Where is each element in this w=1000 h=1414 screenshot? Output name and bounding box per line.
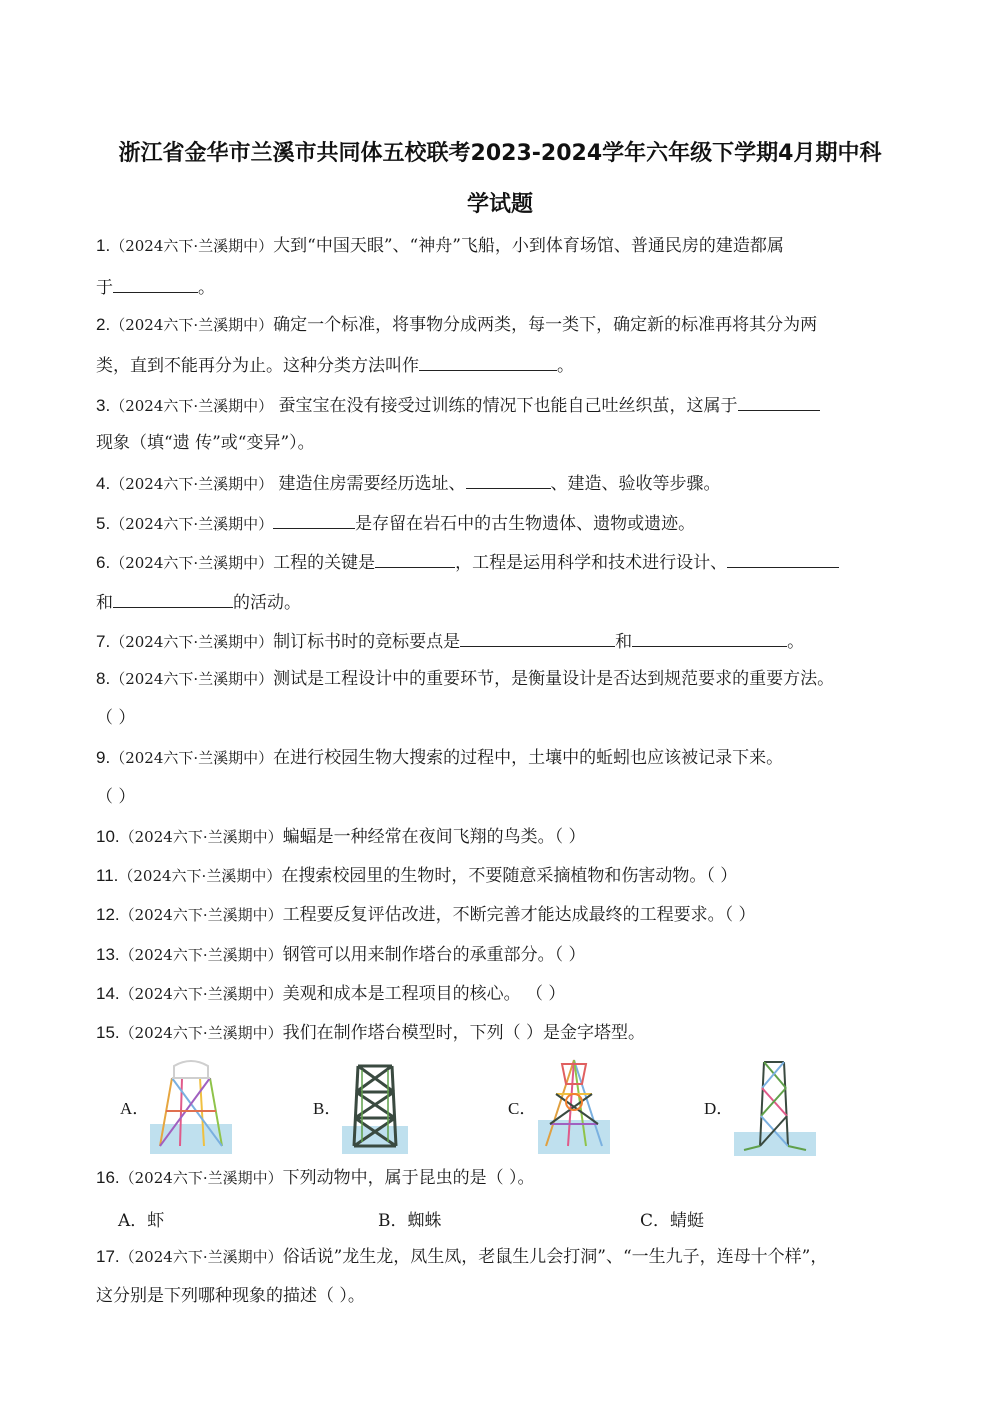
- question-number: 13.: [96, 945, 120, 964]
- question-text: 。: [787, 632, 805, 652]
- question-source: （2024六下·兰溪期中）: [110, 515, 274, 533]
- question-14: [96, 982, 940, 1006]
- question-number: 3.: [96, 396, 111, 415]
- answer-blank[interactable]: [738, 392, 820, 411]
- question-text: 在搜索校园里的生物时，不要随意采摘植物和伤害动物。（ ）: [281, 866, 738, 886]
- question-text: ，工程是运用科学和技术进行设计、: [455, 553, 728, 573]
- question-text: 和: [615, 632, 633, 652]
- question-text: 于: [96, 278, 113, 298]
- question-text: 。: [198, 278, 215, 298]
- question-17: [96, 1245, 940, 1269]
- question-text: 大到“中国天眼”、“神舟”飞船，小到体育场馆、普通民房的建造都属: [273, 236, 784, 256]
- question-text: 制订标书时的竞标要点是: [273, 632, 461, 652]
- question-text: 的活动。: [233, 593, 301, 613]
- option-c-label[interactable]: C．: [508, 1099, 537, 1118]
- answer-blank[interactable]: [727, 549, 839, 568]
- question-4: [96, 470, 940, 496]
- answer-blank[interactable]: [460, 628, 615, 647]
- option-a-label[interactable]: A．: [120, 1099, 150, 1118]
- question-number: 2.: [96, 315, 111, 334]
- question-13: [96, 943, 940, 967]
- tower-model-icon: [150, 1056, 232, 1154]
- answer-blank[interactable]: [466, 470, 551, 489]
- question-source: （2024六下·兰溪期中）: [110, 237, 274, 255]
- answer-paren[interactable]: （ ）: [96, 787, 136, 807]
- question-6: [96, 549, 940, 575]
- question-number: 5.: [96, 514, 111, 533]
- question-5: [96, 510, 940, 536]
- question-number: 17.: [96, 1247, 120, 1266]
- question-15: [96, 1021, 940, 1045]
- question-number: 12.: [96, 905, 120, 924]
- question-source: （2024六下·兰溪期中）: [119, 906, 283, 924]
- question-8-cont: [96, 706, 940, 730]
- page-title: 浙江省金华市兰溪市共同体五校联考2023-2024学年六年级下学期4月期中科: [118, 141, 882, 166]
- tower-model-icon: [538, 1054, 610, 1154]
- question-text: 钢管可以用来制作塔台的承重部分。（ ）: [282, 945, 586, 965]
- question-11: [96, 864, 940, 888]
- question-text: 现象（填“遗 传”或“变异”）。: [96, 433, 315, 453]
- answer-blank[interactable]: [273, 510, 355, 529]
- question-text: 确定一个标准，将事物分成两类，每一类下，确定新的标准再将其分为两: [273, 315, 818, 335]
- question-6-cont: [96, 589, 940, 615]
- question-text: 在进行校园生物大搜索的过程中，土壤中的蚯蚓也应该被记录下来。: [273, 748, 784, 768]
- answer-blank[interactable]: [113, 589, 233, 608]
- question-text: 是存留在岩石中的古生物遗体、遗物或遗迹。: [355, 514, 696, 534]
- question-number: 11.: [96, 866, 119, 885]
- tower-model-icon: [342, 1060, 408, 1154]
- question-number: 7.: [96, 632, 111, 651]
- question-1: [96, 234, 940, 258]
- answer-blank[interactable]: [632, 628, 787, 647]
- question-source: （2024六下·兰溪期中）: [119, 985, 283, 1003]
- question-source: （2024六下·兰溪期中）: [119, 1248, 283, 1266]
- option-d-label[interactable]: D．: [704, 1099, 734, 1118]
- question-number: 9.: [96, 748, 111, 767]
- question-number: 16.: [96, 1168, 120, 1187]
- question-number: 15.: [96, 1023, 120, 1042]
- question-source: （2024六下·兰溪期中）: [110, 633, 274, 651]
- question-source: （2024六下·兰溪期中）: [110, 749, 274, 767]
- question-text: 测试是工程设计中的重要环节，是衡量设计是否达到规范要求的重要方法。: [273, 669, 835, 689]
- question-source: （2024六下·兰溪期中）: [110, 397, 274, 415]
- page-title-cont: 学试题: [466, 192, 533, 217]
- question-1-cont: [96, 274, 940, 300]
- question-text: 类，直到不能再分为止。这种分类方法叫作: [96, 356, 419, 376]
- question-source: （2024六下·兰溪期中）: [110, 316, 274, 334]
- question-7: [96, 628, 940, 654]
- option-b[interactable]: B．蜘蛛: [378, 1211, 442, 1231]
- question-number: 4.: [96, 474, 111, 493]
- question-number: 1.: [96, 236, 111, 255]
- question-text: 和: [96, 593, 113, 613]
- question-12: [96, 903, 940, 927]
- question-2: [96, 313, 940, 337]
- answer-blank[interactable]: [113, 274, 198, 293]
- question-text: 蝙蝠是一种经常在夜间飞翔的鸟类。（ ）: [282, 827, 586, 847]
- question-2-cont: [96, 352, 940, 378]
- question-3: [96, 392, 940, 418]
- question-text: 下列动物中，属于昆虫的是（ ）。: [282, 1168, 535, 1188]
- question-source: （2024六下·兰溪期中）: [119, 1024, 283, 1042]
- answer-blank[interactable]: [375, 549, 455, 568]
- question-text: 美观和成本是工程项目的核心。 （ ）: [282, 984, 566, 1004]
- question-10: [96, 825, 940, 849]
- question-text: 我们在制作塔台模型时，下列（ ）是金字塔型。: [282, 1023, 645, 1043]
- question-text: 。: [557, 356, 574, 376]
- question-9-cont: [96, 785, 940, 809]
- question-8: [96, 667, 940, 691]
- question-text: 、建造、验收等步骤。: [550, 474, 721, 494]
- question-9: [96, 746, 940, 770]
- question-source: （2024六下·兰溪期中）: [119, 946, 283, 964]
- question-text: 蚕宝宝在没有接受过训练的情况下也能自己吐丝织茧，这属于: [273, 396, 738, 416]
- answer-blank[interactable]: [419, 352, 557, 371]
- question-17-cont: [96, 1284, 940, 1308]
- question-text: 工程的关键是: [273, 553, 376, 573]
- question-text: 工程要反复评估改进，不断完善才能达成最终的工程要求。（ ）: [282, 905, 756, 925]
- question-source: （2024六下·兰溪期中）: [110, 475, 274, 493]
- answer-paren[interactable]: （ ）: [96, 708, 136, 728]
- option-c[interactable]: C．蜻蜓: [640, 1211, 705, 1231]
- question-text: 这分别是下列哪种现象的描述（ ）。: [96, 1286, 365, 1306]
- question-number: 6.: [96, 553, 111, 572]
- question-number: 14.: [96, 984, 120, 1003]
- option-a[interactable]: A．虾: [118, 1211, 165, 1231]
- question-text: 俗话说”龙生龙，凤生凤，老鼠生儿会打洞”、“一生九子，连母十个样”，: [282, 1247, 828, 1267]
- question-source: （2024六下·兰溪期中）: [110, 554, 274, 572]
- question-3-cont: [96, 431, 940, 455]
- option-b-label[interactable]: B．: [313, 1099, 342, 1118]
- question-number: 8.: [96, 669, 111, 688]
- question-16: [96, 1166, 940, 1190]
- question-number: 10.: [96, 827, 120, 846]
- question-source: （2024六下·兰溪期中）: [118, 867, 282, 885]
- tower-model-icon: [734, 1058, 816, 1156]
- question-source: （2024六下·兰溪期中）: [110, 670, 274, 688]
- question-text: 建造住房需要经历选址、: [273, 474, 466, 494]
- question-source: （2024六下·兰溪期中）: [119, 1169, 283, 1187]
- question-source: （2024六下·兰溪期中）: [119, 828, 283, 846]
